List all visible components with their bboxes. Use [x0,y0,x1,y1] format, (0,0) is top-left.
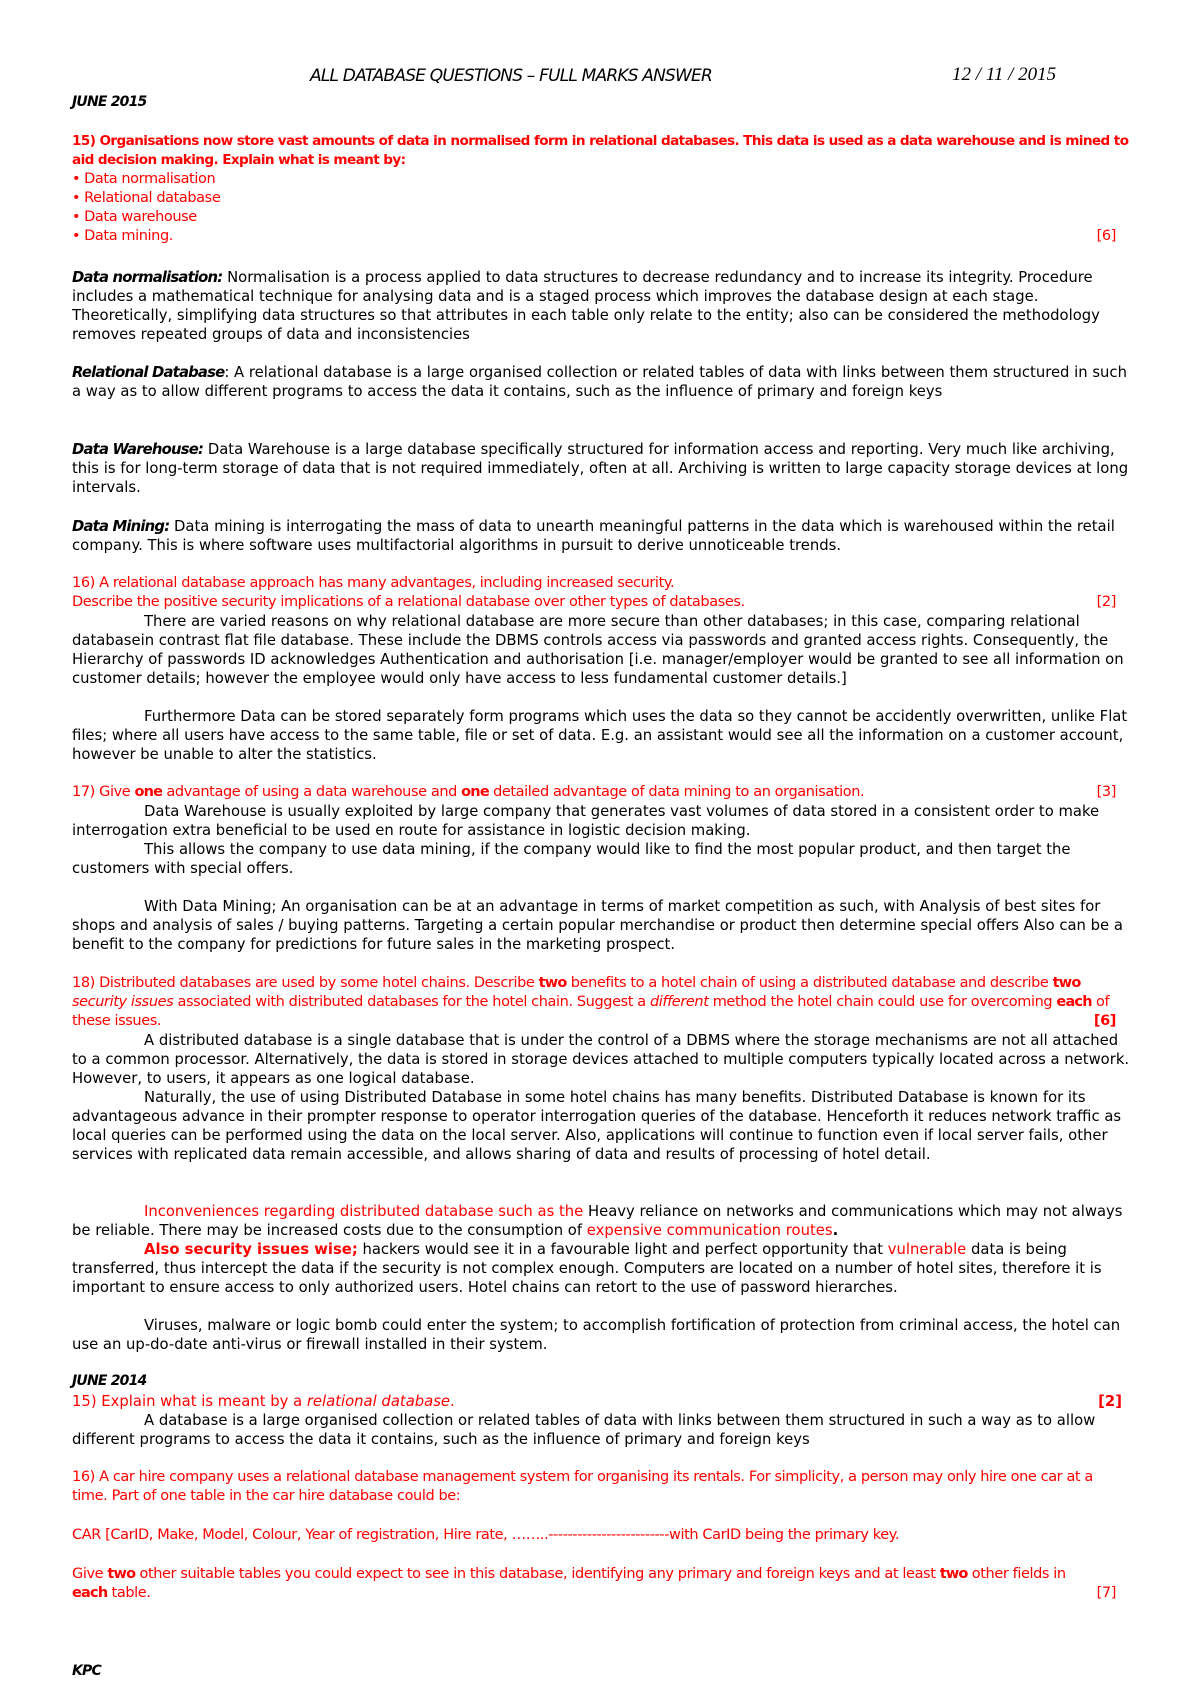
q-text: detailed advantage of data mining to an organisation. [488,784,865,800]
q18-question [72,974,1132,1031]
q-emphasis: relational database [306,1393,451,1410]
q-text: . [450,1393,455,1410]
q15-2014-marks: [2] [1098,1393,1122,1410]
q18-answer-para2 [72,1088,1132,1164]
para-text: This allows the company to use data mining, if the company would like to find the most popular product, and then target the customers with special offers. [72,841,1071,877]
q17-answer-para2 [72,840,1132,878]
q15-2014-answer [72,1411,1132,1449]
page-date: 12 / 11 / 2015 [952,64,1057,85]
para-text: Naturally, the use of using Distributed Database in some hotel chains has many benefits. Distributed Database is known for its advantageous advance in their prompter response to operator interrogation queries of the database. Henceforth it reduces network traffic as local queries can be performed using the data on the local server. Also, applications will continue to function even if local server fails, other services with replicated data remain accessible, and allows sharing of data and results of processing of hotel detail. [72,1089,1122,1163]
para-text: . [832,1222,839,1239]
para-emphasis: expensive communication routes [586,1222,833,1239]
q15-bullet: • Relational database [72,189,1132,208]
q-text: Give [72,1566,108,1582]
q16-answer-para1 [72,612,1132,688]
para-text: Furthermore Data can be stored separately form programs which uses the data so they cannot be accidently overwritten, unlike Flat files; where all users have access to the same table, file or set of data. E.g. an assistant would see all the information on a customer account, however be unable to alter the statistics. [72,708,1128,763]
q18-marks: [6] [1093,1013,1116,1029]
q16-answer-para2 [72,707,1132,764]
q-emphasis: two [1052,975,1081,991]
q15-bullet: • Data mining. [72,227,1132,246]
q18-answer-para3 [72,1202,1132,1240]
car-table-line: CAR [CarID, Make, Model, Colour, Year of registration, Hire rate, ……..-------------------------with CarID being the primary key. [72,1527,900,1543]
term-label: Data normalisation: [72,269,223,286]
q17-marks: [3] [1096,784,1116,800]
q-emphasis: one [461,784,489,800]
answer-text: : A relational database is a large organised collection or related tables of data with links between them structured in such a way as to allow different programs to access the data it contains, such as the influence of primary and foreign keys [72,364,1127,400]
q15-bullet: • Data warehouse [72,208,1132,227]
q17-answer-para3 [72,897,1132,954]
q17-question [72,783,1132,802]
q16-question-line1: 16) A relational database approach has many advantages, including increased security. [72,575,675,591]
q-text: other suitable tables you could expect to see in this database, identifying any primary and foreign keys and at least [135,1566,940,1582]
answer-data-mining [72,517,1132,555]
q-emphasis: two [538,975,567,991]
q-text: table. [107,1585,151,1601]
para-emphasis: Inconveniences regarding distributed database such as the [144,1203,584,1220]
q-text: method the hotel chain could use for overcoming [708,994,1057,1010]
q18-answer-para5 [72,1316,1132,1354]
q17-answer-para1 [72,802,1132,840]
q-text: benefits to a hotel chain of using a distributed database and describe [566,975,1053,991]
q16-marks: [2] [1096,594,1116,610]
para-text: A distributed database is a single database that is under the control of a DBMS where the storage mechanisms are not all attached to a common processor. Alternatively, the data is stored in storage devices attached to multiple computers typically located across a network. However, to users, it appears as one logical database. [72,1032,1130,1087]
q16-2014-marks: [7] [1096,1585,1116,1601]
q15-marks: [6] [1096,228,1116,244]
q-emphasis: each [72,1585,108,1601]
answer-data-normalisation [72,268,1132,344]
q-emphasis: two [939,1566,968,1582]
para-text: With Data Mining; An organisation can be at an advantage in terms of market competition as such, with Analysis of best sites for shops and analysis of sales / buying patterns. Targeting a certain popular merchandise or product then determine special offers Also can be a benefit to the company for predictions for future sales in the marketing prospect. [72,898,1123,953]
q-emphasis: two [107,1566,136,1582]
para-text: Data Warehouse is usually exploited by large company that generates vast volumes of data stored in a consistent order to make interrogation extra beneficial to be used en route for assistance in logistic decision making. [72,803,1100,839]
section-heading-june-2015: JUNE 2015 [72,94,147,110]
para-emphasis: vulnerable [887,1241,967,1258]
q-text: advantage of using a data warehouse and [162,784,462,800]
q15-2014-question [72,1392,1132,1411]
q18-answer-para1 [72,1031,1132,1088]
q-text: other fields in [967,1566,1066,1582]
para-text: hackers would see it in a favourable light and perfect opportunity that [357,1241,888,1258]
q-emphasis: each [1056,994,1092,1010]
q-text: of these issues. [72,994,1110,1029]
q-emphasis: security issues [72,994,174,1010]
term-label: Relational Database [72,364,225,381]
term-label: Data Mining: [72,518,170,535]
para-emphasis: Also security issues wise; [144,1241,358,1258]
q16-2014-question: 16) A car hire company uses a relational database management system for organising its rentals. For simplicity, a person may only hire one car at a time. Part of one table in the car hire database could be: [72,1469,1093,1504]
para-text: A database is a large organised collection or related tables of data with links between them structured in such a way as to allow different programs to access the data it contains, such as the influence of primary and foreign keys [72,1412,1096,1448]
page-title: ALL DATABASE QUESTIONS – FULL MARKS ANSWER [310,66,713,86]
q15-bullet-list [72,170,1132,246]
q16-2014-give [72,1565,1102,1603]
q-emphasis: one [134,784,163,800]
q-text: associated with distributed databases for the hotel chain. Suggest a [173,994,650,1010]
answer-text: Data mining is interrogating the mass of data to unearth meaningful patterns in the data which is warehoused within the retail company. This is where software uses multifactorial algorithms in pursuit to derive unnoticeable trends. [72,518,1115,554]
para-text: There are varied reasons on why relational database are more secure than other databases; in this case, comparing relational databasein contrast flat file database. These include the DBMS controls access via passwords and granted access rights. Consequently, the Hierarchy of passwords ID acknowledges Authentication and authorisation [i.e. manager/employer would be granted to see all information on customer details; however the employee would only have access to less fundamental customer details.] [72,613,1124,687]
q-text: 18) Distributed databases are used by some hotel chains. Describe [72,975,539,991]
term-label: Data Warehouse: [72,441,204,458]
q15-question: 15) Organisations now store vast amounts of data in normalised form in relational databases. This data is used as a data warehouse and is mined to aid decision making. Explain what is meant by: [72,133,1129,168]
q15-bullet: • Data normalisation [72,170,1132,189]
answer-data-warehouse [72,440,1132,497]
para-text: Viruses, malware or logic bomb could enter the system; to accomplish fortification of protection from criminal access, the hotel can use an up-do-date anti-virus or firewall installed in their system. [72,1317,1121,1353]
q-text: 17) Give [72,784,135,800]
q-text: 15) Explain what is meant by a [72,1393,307,1410]
answer-text: Normalisation is a process applied to data structures to decrease redundancy and to increase its integrity. Procedure includes a mathematical technique for analysing data and is a staged process which improves the database design at each stage. Theoretically, simplifying data structures so that attributes in each table only relate to the entity; also can be considered the methodology removes repeated groups of data and inconsistencies [72,269,1100,343]
answer-text: Data Warehouse is a large database specifically structured for information access and reporting. Very much like archiving, this is for long-term storage of data that is not required immediately, often at all. Archiving is written to large capacity storage devices at long intervals. [72,441,1129,496]
para-text: Heavy reliance on networks and communications which may not always be reliable. There may be increased costs due to the consumption of [72,1203,1123,1239]
q18-answer-para4 [72,1240,1132,1297]
footer-initials: KPC [72,1663,101,1679]
section-heading-june-2014: JUNE 2014 [72,1373,147,1389]
q-emphasis: different [649,994,709,1010]
answer-relational-database [72,363,1132,401]
para-text: data is being transferred, thus intercept the data if the security is not complex enough. Computers are located on a number of hotel sites, therefore it is important to ensure access to only authorized users. Hotel chains can retort to the use of password hierarches. [72,1241,1102,1296]
q16-question-line2: Describe the positive security implications of a relational database over other types of databases. [72,594,745,610]
